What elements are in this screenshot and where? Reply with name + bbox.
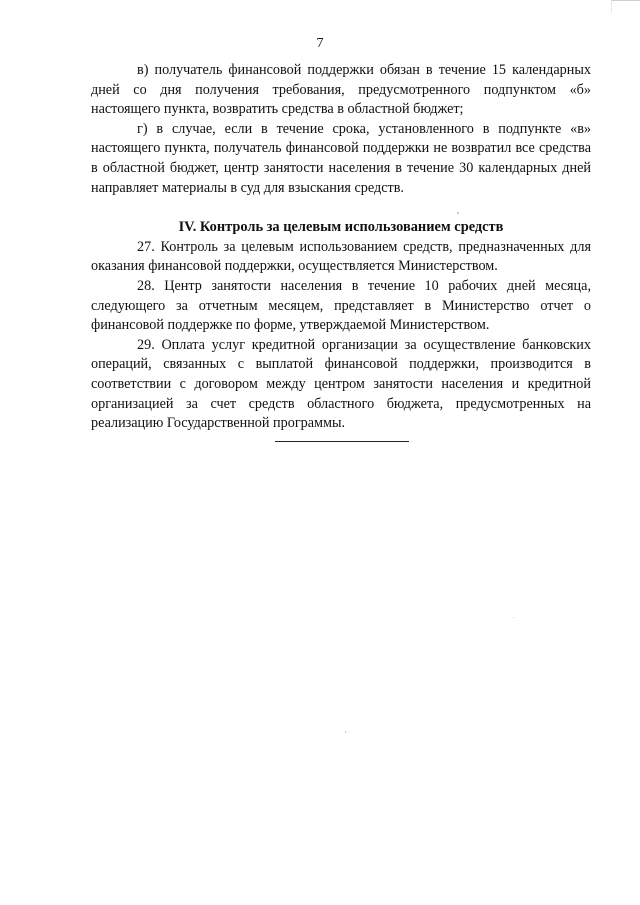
- scan-corner-mark: [611, 0, 640, 13]
- paragraph-27: 27. Контроль за целевым использованием средств, предназначенных для оказания финансовой поддержки, осуществляется Министерством.: [91, 238, 591, 275]
- scan-speck: [345, 731, 346, 733]
- page-number: 7: [316, 36, 324, 51]
- section-heading: IV. Контроль за целевым использованием средств: [178, 219, 504, 236]
- paragraph-28: 28. Центр занятости населения в течение 10 рабочих дней месяца, следующего за отчетным месяцем, представляет в Министерство отчет о финансовой поддержке по форме, утверждаемой Министерством.: [91, 277, 591, 334]
- paragraph-item-g: г) в случае, если в течение срока, установленного в подпункте «в» настоящего пункта, получатель финансовой поддержки не возвратил все средства в областной бюджет, центр занятости населения в течение 30 календарных дней направляет материалы в суд для взыскания средств.: [91, 120, 591, 196]
- end-rule: [275, 441, 409, 442]
- scan-speck: [457, 212, 459, 214]
- scan-speck: [513, 617, 514, 618]
- paragraph-29: 29. Оплата услуг кредитной организации за осуществление банковских операций, связанных с выплатой финансовой поддержки, производится в соответствии с договором между центром занятости населения и кредитной организацией за счет средств областного бюджета, предусмотренных на реализацию Государственной программы.: [91, 336, 591, 432]
- document-body: [91, 61, 591, 434]
- paragraph-item-v: в) получатель финансовой поддержки обязан в течение 15 календарных дней со дня получения требования, предусмотренного подпунктом «б» настоящего пункта, возвратить средства в областной бюджет;: [91, 62, 591, 118]
